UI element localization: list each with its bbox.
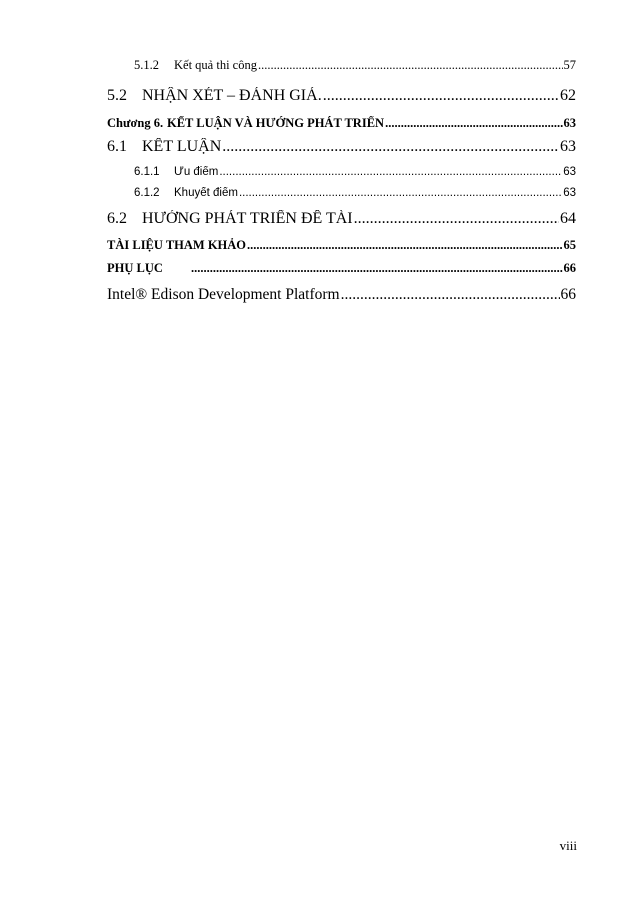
- toc-number: 6.1.2: [134, 187, 160, 199]
- page-number: viii: [559, 838, 577, 853]
- toc-number: Chương 6.: [107, 116, 164, 130]
- toc-title: KẾT LUẬN: [142, 138, 222, 155]
- toc-number: 6.1: [107, 138, 127, 155]
- toc-number: 5.2: [107, 87, 127, 104]
- toc-page: 66: [563, 261, 576, 275]
- toc-title: NHẬN XÉT – ĐÁNH GIÁ.: [142, 87, 322, 104]
- toc-number: 6.1.1: [134, 166, 160, 178]
- toc-page: 66: [560, 286, 576, 303]
- dot-leader: [247, 238, 562, 253]
- toc-entry[interactable]: [107, 87, 576, 105]
- toc-title: Kết quả thi công: [174, 58, 257, 72]
- toc-page: 63: [560, 138, 576, 155]
- toc-entry[interactable]: [107, 138, 576, 156]
- dot-leader: [385, 116, 562, 131]
- toc-page: 57: [563, 58, 576, 72]
- toc-title: Intel® Edison Development Platform: [107, 286, 340, 303]
- dot-leader: [323, 87, 559, 105]
- dot-leader: [354, 210, 559, 228]
- toc-entry[interactable]: [107, 286, 576, 304]
- toc-entry[interactable]: [107, 187, 576, 199]
- toc-title: Ưu điểm: [174, 166, 219, 178]
- toc-page: 64: [560, 210, 576, 227]
- toc-page: 63: [563, 116, 576, 130]
- toc-entry[interactable]: [107, 210, 576, 228]
- dot-leader: [341, 286, 560, 304]
- dot-leader: [219, 166, 562, 178]
- toc-title: HƯỚNG PHÁT TRIỂN ĐỀ TÀI: [142, 210, 353, 227]
- toc-entry[interactable]: [107, 261, 576, 276]
- toc-page: 63: [563, 187, 576, 199]
- toc-title: Khuyết điểm: [174, 187, 238, 199]
- toc-page: 62: [560, 87, 576, 104]
- dot-leader: [222, 138, 559, 156]
- toc-title: TÀI LIỆU THAM KHẢO: [107, 238, 247, 252]
- toc-number: 5.1.2: [134, 58, 159, 72]
- toc-title: KẾT LUẬN VÀ HƯỚNG PHÁT TRIỂN: [167, 116, 385, 130]
- toc-entry[interactable]: [107, 116, 576, 131]
- toc-page: 63: [563, 166, 576, 178]
- toc-entry[interactable]: [107, 166, 576, 178]
- toc-page: 65: [563, 238, 576, 252]
- dot-leader: [239, 187, 562, 199]
- dot-leader: [191, 261, 563, 276]
- dot-leader: [258, 58, 563, 73]
- toc-number: PHỤ LỤC: [107, 261, 163, 275]
- toc-entry[interactable]: [107, 238, 576, 253]
- toc-number: 6.2: [107, 210, 127, 227]
- toc-entry[interactable]: [107, 58, 576, 73]
